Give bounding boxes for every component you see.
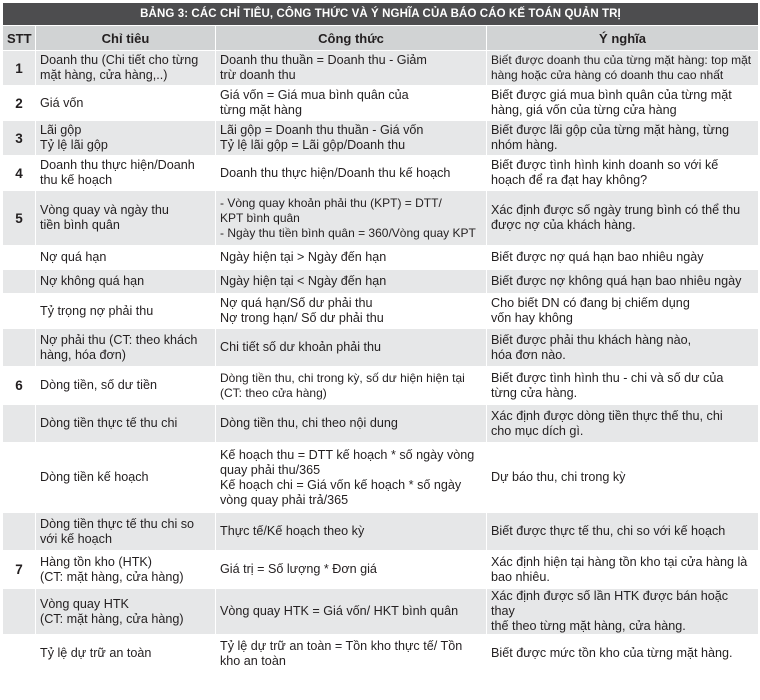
meaning-cell: Biết được mức tồn kho của từng mặt hàng. — [491, 646, 733, 660]
row-number: 3 — [3, 121, 36, 156]
meaning-cell: Dự báo thu, chi trong kỳ — [491, 470, 626, 484]
indicator-cell: Doanh thu thực hiện/Doanh thu kế hoạch — [40, 158, 195, 187]
row-number — [3, 443, 36, 513]
kpi-table — [2, 2, 759, 673]
table-row — [3, 367, 759, 405]
formula-cell: Chi tiết số dư khoản phải thu — [220, 340, 382, 354]
indicator-cell: Nợ phải thu (CT: theo khách hàng, hóa đơn) — [40, 332, 198, 362]
meaning-cell: Xác định hiện tại hàng tồn kho tại cửa hàng là bao nhiêu. — [491, 554, 748, 584]
table-row — [3, 405, 759, 443]
formula-cell: Lãi gộp = Doanh thu thuần - Giá vốn Tỷ lệ lãi gộp = Lãi gộp/Doanh thu — [220, 123, 424, 152]
indicator-cell: Giá vốn — [40, 95, 84, 110]
indicator-cell: Dòng tiền thực tế thu chi so với kế hoạch — [40, 516, 195, 546]
meaning-cell: Xác định được dòng tiền thực thế thu, chi cho mục dích gì. — [491, 408, 723, 438]
formula-cell: Nợ quá hạn/Số dư phải thu Nợ trong hạn/ Số dư phải thu — [220, 296, 384, 325]
row-number: 2 — [3, 86, 36, 121]
indicator-cell: Dòng tiền, số dư tiền — [40, 378, 157, 392]
formula-cell: Giá trị = Số lượng * Đơn giá — [220, 562, 377, 576]
indicator-cell: Dòng tiền kế hoạch — [40, 470, 149, 484]
indicator-cell: Doanh thu (Chi tiết cho từng mặt hàng, cửa hàng,..) — [40, 53, 199, 82]
meaning-cell: Biết được giá mua bình quân của từng mặt hàng, giá vốn của từng cửa hàng — [491, 88, 732, 117]
indicator-cell: Hàng tồn kho (HTK) (CT: mặt hàng, cửa hàng) — [40, 554, 184, 584]
table-row — [3, 513, 759, 551]
meaning-cell: Biết được phải thu khách hàng nào, hóa đơn nào. — [491, 332, 692, 362]
indicator-cell: Dòng tiền thực tế thu chi — [40, 416, 178, 430]
formula-cell: Ngày hiện tại > Ngày đến hạn — [220, 250, 387, 264]
indicator-cell: Tỷ trọng nợ phải thu — [40, 303, 154, 318]
row-number — [3, 405, 36, 443]
indicator-cell: Nợ quá hạn — [40, 250, 107, 264]
meaning-cell: Biết được lãi gộp của từng mặt hàng, từng nhóm hàng. — [491, 123, 729, 152]
table-row — [3, 589, 759, 635]
meaning-cell: Biết được thực tế thu, chi so với kế hoạch — [491, 524, 726, 538]
table-row — [3, 294, 759, 329]
indicator-cell: Tỷ lệ dự trữ an toàn — [40, 646, 152, 660]
row-number — [3, 513, 36, 551]
table-row — [3, 443, 759, 513]
header-formula: Công thức — [216, 26, 487, 51]
table-row — [3, 86, 759, 121]
indicator-cell: Nợ không quá hạn — [40, 274, 145, 288]
row-number: 1 — [3, 51, 36, 86]
formula-cell: Tỷ lệ dự trữ an toàn = Tồn kho thực tế/ Tồn kho an toàn — [220, 638, 463, 668]
meaning-cell: Xác định được số ngày trung bình có thể thu được nợ của khách hàng. — [491, 203, 741, 232]
formula-cell: Ngày hiện tại < Ngày đến hạn — [220, 274, 387, 288]
table-row — [3, 51, 759, 86]
table-row — [3, 121, 759, 156]
table-row — [3, 329, 759, 367]
row-number — [3, 294, 36, 329]
formula-cell: Kế hoạch thu = DTT kế hoạch * số ngày vòng quay phải thu/365 Kế hoạch chi = Giá vốn kế hoạch * số ngày vòng quay phải trả/365 — [220, 447, 475, 507]
formula-cell: Doanh thu thuần = Doanh thu - Giảm trừ doanh thu — [220, 53, 427, 82]
meaning-cell: Biết được doanh thu của từng mặt hàng: top mặt hàng hoặc cửa hàng có doanh thu cao nhất — [491, 53, 752, 82]
formula-cell: Doanh thu thực hiện/Doanh thu kế hoạch — [220, 165, 451, 180]
row-number: 5 — [3, 191, 36, 246]
formula-cell: Dòng tiền thu, chi theo nội dung — [220, 416, 398, 430]
meaning-cell: Biết được nợ quá hạn bao nhiêu ngày — [491, 250, 704, 264]
formula-cell: Thực tế/Kế hoạch theo kỳ — [220, 524, 365, 538]
row-number — [3, 635, 36, 673]
row-number — [3, 589, 36, 635]
formula-cell: Dòng tiền thu, chi trong kỳ, số dư hiện hiện tại (CT: theo cửa hàng) — [220, 370, 465, 400]
indicator-cell: Vòng quay và ngày thu tiền bình quân — [40, 203, 169, 232]
table-row — [3, 270, 759, 294]
row-number: 4 — [3, 156, 36, 191]
formula-cell: - Vòng quay khoản phải thu (KPT) = DTT/ KPT bình quân - Ngày thu tiền bình quân = 360/Vòng quay KPT — [220, 195, 476, 240]
meaning-cell: Cho biết DN có đang bị chiếm dụng vốn hay không — [491, 296, 690, 325]
header-indicator: Chỉ tiêu — [36, 26, 216, 51]
table-row — [3, 191, 759, 246]
meaning-cell: Xác định được số lần HTK được bán hoặc thay thế theo từng mặt hàng, cửa hàng. — [491, 589, 729, 633]
row-number — [3, 329, 36, 367]
indicator-cell: Lãi gộp Tỷ lệ lãi gộp — [40, 123, 108, 152]
row-number: 6 — [3, 367, 36, 405]
meaning-cell: Biết được nợ không quá hạn bao nhiêu ngày — [491, 274, 742, 288]
table-row — [3, 551, 759, 589]
header-meaning: Ý nghĩa — [487, 26, 759, 51]
row-number: 7 — [3, 551, 36, 589]
meaning-cell: Biết được tình hình kinh doanh so với kế hoạch để ra đạt hay không? — [491, 158, 719, 187]
indicator-cell: Vòng quay HTK (CT: mặt hàng, cửa hàng) — [40, 596, 184, 626]
table-row — [3, 156, 759, 191]
formula-cell: Giá vốn = Giá mua bình quân của từng mặt hàng — [220, 88, 409, 117]
table-row — [3, 635, 759, 673]
row-number — [3, 246, 36, 270]
table-row — [3, 246, 759, 270]
formula-cell: Vòng quay HTK = Giá vốn/ HKT bình quân — [220, 604, 459, 618]
table-title: BẢNG 3: CÁC CHỈ TIÊU, CÔNG THỨC VÀ Ý NGHĨA CỦA BÁO CÁO KẾ TOÁN QUẢN TRỊ — [3, 3, 759, 26]
row-number — [3, 270, 36, 294]
meaning-cell: Biết được tình hình thu - chi và số dư của từng cửa hàng. — [491, 370, 724, 400]
header-stt: STT — [3, 26, 36, 51]
